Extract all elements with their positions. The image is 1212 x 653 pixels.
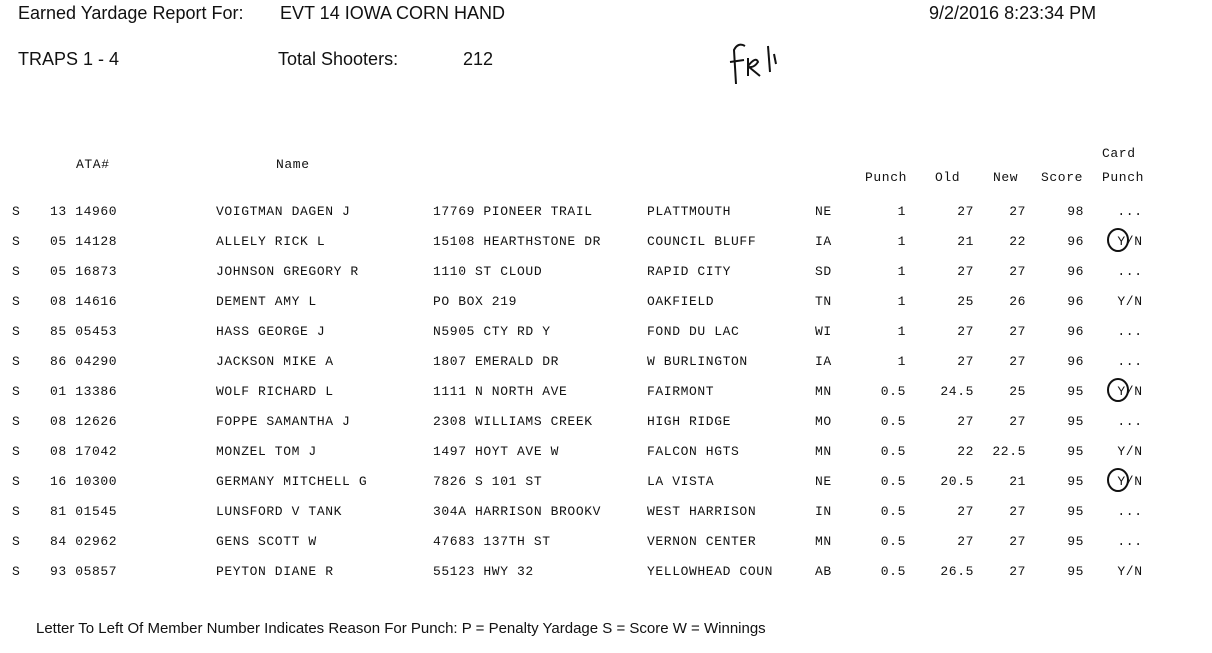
cell-score: 95 xyxy=(1067,564,1084,579)
cell-name: VOIGTMAN DAGEN J xyxy=(216,204,351,219)
cell-punch: 0.5 xyxy=(880,384,906,399)
cell-old: 25 xyxy=(957,294,974,309)
cell-name: HASS GEORGE J xyxy=(216,324,326,339)
cell-state: TN xyxy=(815,294,832,309)
cell-old: 27 xyxy=(957,354,974,369)
cell-old: 20.5 xyxy=(940,474,974,489)
cell-address: 7826 S 101 ST xyxy=(433,474,543,489)
cell-address: 17769 PIONEER TRAIL xyxy=(433,204,593,219)
cell-name: ALLELY RICK L xyxy=(216,234,326,249)
cell-name: MONZEL TOM J xyxy=(216,444,317,459)
cell-ata: 01 13386 xyxy=(50,384,118,399)
cell-state: IA xyxy=(815,234,832,249)
cell-card: ... xyxy=(1117,264,1143,279)
traps-label: TRAPS 1 - 4 xyxy=(18,49,120,69)
cell-address: 55123 HWY 32 xyxy=(433,564,534,579)
cell-city: FAIRMONT xyxy=(647,384,715,399)
cell-state: NE xyxy=(815,474,832,489)
table-row xyxy=(0,384,1212,414)
cell-city: HIGH RIDGE xyxy=(647,414,732,429)
cell-score: 98 xyxy=(1067,204,1084,219)
cell-score: 96 xyxy=(1067,234,1084,249)
cell-new: 27 xyxy=(1009,324,1026,339)
cell-score: 95 xyxy=(1067,474,1084,489)
cell-new: 27 xyxy=(1009,534,1026,549)
cell-card: ... xyxy=(1117,414,1143,429)
col-header-punch: Punch xyxy=(865,170,908,185)
cell-punch: 1 xyxy=(897,264,906,279)
cell-city: LA VISTA xyxy=(647,474,715,489)
cell-address: N5905 CTY RD Y xyxy=(433,324,551,339)
cell-reason: S xyxy=(12,384,21,399)
circled-y-mark xyxy=(1105,377,1131,403)
cell-score: 95 xyxy=(1067,414,1084,429)
cell-punch: 0.5 xyxy=(880,444,906,459)
cell-new: 27 xyxy=(1009,264,1026,279)
table-row xyxy=(0,204,1212,234)
cell-name: WOLF RICHARD L xyxy=(216,384,334,399)
cell-score: 95 xyxy=(1067,384,1084,399)
cell-ata: 93 05857 xyxy=(50,564,118,579)
cell-city: COUNCIL BLUFF xyxy=(647,234,757,249)
cell-card: Y/N xyxy=(1117,564,1143,579)
cell-old: 27 xyxy=(957,204,974,219)
cell-state: NE xyxy=(815,204,832,219)
cell-reason: S xyxy=(12,444,21,459)
total-shooters-value: 212 xyxy=(463,49,494,69)
cell-state: MO xyxy=(815,414,832,429)
cell-new: 25 xyxy=(1009,384,1026,399)
cell-card: ... xyxy=(1117,534,1143,549)
cell-old: 21 xyxy=(957,234,974,249)
cell-card: Y/N xyxy=(1117,474,1143,489)
cell-old: 27 xyxy=(957,414,974,429)
cell-punch: 0.5 xyxy=(880,474,906,489)
cell-reason: S xyxy=(12,564,21,579)
table-row xyxy=(0,294,1212,324)
col-header-old: Old xyxy=(935,170,961,185)
handwritten-initials xyxy=(728,36,788,88)
cell-card: Y/N xyxy=(1117,444,1143,459)
cell-reason: S xyxy=(12,294,21,309)
cell-punch: 0.5 xyxy=(880,534,906,549)
col-header-score: Score xyxy=(1041,170,1084,185)
cell-new: 21 xyxy=(1009,474,1026,489)
cell-name: LUNSFORD V TANK xyxy=(216,504,343,519)
table-row xyxy=(0,474,1212,504)
cell-state: WI xyxy=(815,324,832,339)
cell-card: Y/N xyxy=(1117,234,1143,249)
cell-state: IN xyxy=(815,504,832,519)
cell-state: MN xyxy=(815,444,832,459)
col-header-new: New xyxy=(993,170,1019,185)
cell-city: FALCON HGTS xyxy=(647,444,740,459)
cell-name: DEMENT AMY L xyxy=(216,294,317,309)
cell-old: 27 xyxy=(957,264,974,279)
cell-old: 27 xyxy=(957,534,974,549)
table-row xyxy=(0,354,1212,384)
circled-y-mark xyxy=(1105,467,1131,493)
cell-new: 27 xyxy=(1009,414,1026,429)
cell-new: 22 xyxy=(1009,234,1026,249)
total-shooters-label: Total Shooters: xyxy=(278,49,399,69)
cell-ata: 84 02962 xyxy=(50,534,118,549)
cell-score: 96 xyxy=(1067,264,1084,279)
cell-address: 1497 HOYT AVE W xyxy=(433,444,560,459)
cell-state: MN xyxy=(815,384,832,399)
cell-city: VERNON CENTER xyxy=(647,534,757,549)
table-row xyxy=(0,234,1212,264)
cell-name: GENS SCOTT W xyxy=(216,534,317,549)
cell-state: AB xyxy=(815,564,832,579)
cell-punch: 0.5 xyxy=(880,504,906,519)
cell-city: W BURLINGTON xyxy=(647,354,748,369)
cell-punch: 0.5 xyxy=(880,564,906,579)
cell-card: ... xyxy=(1117,324,1143,339)
report-title-label: Earned Yardage Report For: xyxy=(18,3,244,23)
cell-name: JACKSON MIKE A xyxy=(216,354,334,369)
cell-state: SD xyxy=(815,264,832,279)
cell-punch: 0.5 xyxy=(880,414,906,429)
cell-score: 96 xyxy=(1067,294,1084,309)
cell-reason: S xyxy=(12,264,21,279)
cell-ata: 08 14616 xyxy=(50,294,118,309)
cell-ata: 05 14128 xyxy=(50,234,118,249)
cell-score: 96 xyxy=(1067,354,1084,369)
cell-name: JOHNSON GREGORY R xyxy=(216,264,359,279)
cell-punch: 1 xyxy=(897,354,906,369)
cell-card: ... xyxy=(1117,354,1143,369)
table-row xyxy=(0,564,1212,594)
col-header-name: Name xyxy=(276,157,310,172)
cell-name: PEYTON DIANE R xyxy=(216,564,334,579)
table-row xyxy=(0,444,1212,474)
cell-reason: S xyxy=(12,414,21,429)
table-row xyxy=(0,324,1212,354)
cell-ata: 08 12626 xyxy=(50,414,118,429)
cell-punch: 1 xyxy=(897,324,906,339)
cell-address: 15108 HEARTHSTONE DR xyxy=(433,234,602,249)
cell-ata: 08 17042 xyxy=(50,444,118,459)
cell-ata: 13 14960 xyxy=(50,204,118,219)
cell-reason: S xyxy=(12,354,21,369)
cell-old: 24.5 xyxy=(940,384,974,399)
circled-y-mark xyxy=(1105,227,1131,253)
cell-reason: S xyxy=(12,324,21,339)
cell-card: ... xyxy=(1117,204,1143,219)
table-row xyxy=(0,264,1212,294)
cell-score: 96 xyxy=(1067,324,1084,339)
cell-new: 27 xyxy=(1009,504,1026,519)
cell-city: FOND DU LAC xyxy=(647,324,740,339)
cell-address: 1111 N NORTH AVE xyxy=(433,384,568,399)
cell-new: 22.5 xyxy=(992,444,1026,459)
cell-card: ... xyxy=(1117,504,1143,519)
cell-address: 2308 WILLIAMS CREEK xyxy=(433,414,593,429)
cell-new: 27 xyxy=(1009,564,1026,579)
cell-city: WEST HARRISON xyxy=(647,504,757,519)
cell-punch: 1 xyxy=(897,204,906,219)
cell-ata: 85 05453 xyxy=(50,324,118,339)
cell-old: 27 xyxy=(957,504,974,519)
cell-new: 27 xyxy=(1009,354,1026,369)
cell-card: Y/N xyxy=(1117,384,1143,399)
cell-old: 27 xyxy=(957,324,974,339)
cell-name: GERMANY MITCHELL G xyxy=(216,474,368,489)
table-row xyxy=(0,504,1212,534)
cell-reason: S xyxy=(12,204,21,219)
cell-score: 95 xyxy=(1067,444,1084,459)
cell-ata: 81 01545 xyxy=(50,504,118,519)
cell-card: Y/N xyxy=(1117,294,1143,309)
footer-legend: Letter To Left Of Member Number Indicates Reason For Punch: P = Penalty Yardage S = Score W = Winnings xyxy=(36,620,766,637)
cell-state: IA xyxy=(815,354,832,369)
cell-address: 304A HARRISON BROOKV xyxy=(433,504,602,519)
col-header-ata: ATA# xyxy=(76,157,110,172)
cell-address: 1807 EMERALD DR xyxy=(433,354,560,369)
report-datetime: 9/2/2016 8:23:34 PM xyxy=(929,3,1097,23)
cell-city: YELLOWHEAD COUN xyxy=(647,564,774,579)
cell-ata: 16 10300 xyxy=(50,474,118,489)
cell-punch: 1 xyxy=(897,234,906,249)
cell-city: PLATTMOUTH xyxy=(647,204,732,219)
col-header-card: Card xyxy=(1102,146,1136,161)
cell-punch: 1 xyxy=(897,294,906,309)
cell-reason: S xyxy=(12,234,21,249)
cell-city: OAKFIELD xyxy=(647,294,715,309)
cell-ata: 86 04290 xyxy=(50,354,118,369)
cell-address: PO BOX 219 xyxy=(433,294,518,309)
cell-ata: 05 16873 xyxy=(50,264,118,279)
cell-new: 26 xyxy=(1009,294,1026,309)
cell-old: 22 xyxy=(957,444,974,459)
table-row xyxy=(0,534,1212,564)
cell-address: 1110 ST CLOUD xyxy=(433,264,543,279)
cell-score: 95 xyxy=(1067,504,1084,519)
event-name: EVT 14 IOWA CORN HAND xyxy=(280,3,506,23)
cell-reason: S xyxy=(12,534,21,549)
cell-new: 27 xyxy=(1009,204,1026,219)
table-row xyxy=(0,414,1212,444)
cell-reason: S xyxy=(12,504,21,519)
cell-old: 26.5 xyxy=(940,564,974,579)
cell-state: MN xyxy=(815,534,832,549)
cell-score: 95 xyxy=(1067,534,1084,549)
cell-city: RAPID CITY xyxy=(647,264,732,279)
cell-reason: S xyxy=(12,474,21,489)
col-header-card-punch: Punch xyxy=(1102,170,1145,185)
cell-address: 47683 137TH ST xyxy=(433,534,551,549)
cell-name: FOPPE SAMANTHA J xyxy=(216,414,351,429)
